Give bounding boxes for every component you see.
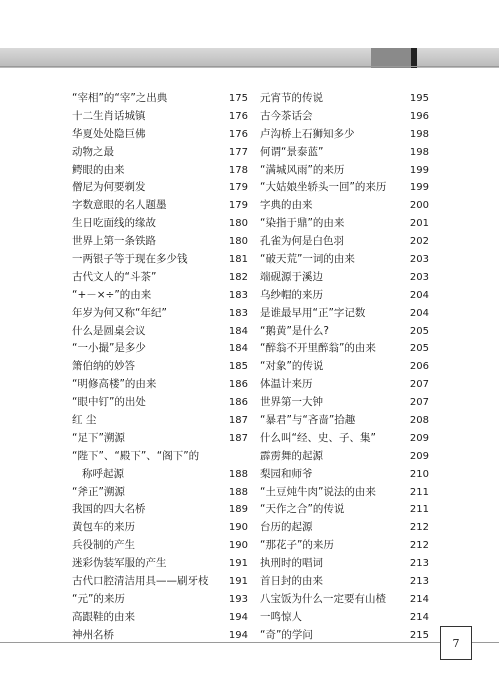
toc-entry-title: “暴君”与“吝啬”拾趣 xyxy=(260,414,356,427)
toc-entry-title: “鹅黄”是什么? xyxy=(260,324,329,337)
toc-entry-title: 什么叫“经、史、子、集” xyxy=(260,431,376,444)
header-shade-block xyxy=(371,48,411,68)
toc-entry xyxy=(72,448,248,466)
toc-entry-title: 什么是圆桌会议 xyxy=(72,324,146,337)
toc-entry-title: 红 尘 xyxy=(72,414,97,427)
toc-entry-title: “宰相”的“宰”之出典 xyxy=(72,92,168,104)
toc-entry xyxy=(72,484,248,502)
toc-entry xyxy=(260,251,429,269)
toc-entry-title: 僧尼为何要剃发 xyxy=(72,181,146,194)
toc-entry-page: 190 xyxy=(228,522,248,534)
toc-entry-title: “醉翁不开里醉翁”的由来 xyxy=(260,342,376,355)
toc-entry-page: 181 xyxy=(228,254,248,266)
toc-entry-title: 世界第一大钟 xyxy=(260,396,323,409)
header-dark-block xyxy=(411,48,417,68)
toc-entry-title: “天作之合”的传说 xyxy=(260,503,345,516)
toc-entry-page: 186 xyxy=(228,397,248,409)
toc-entry-page: 214 xyxy=(409,611,429,623)
toc-entry xyxy=(72,501,248,519)
toc-entry xyxy=(260,126,429,144)
toc-entry-page: 198 xyxy=(409,146,429,158)
toc-entry xyxy=(72,358,248,376)
toc-entry-page: 202 xyxy=(409,236,429,248)
toc-entry-page: 184 xyxy=(228,325,248,337)
toc-entry xyxy=(72,144,248,162)
toc-entry xyxy=(72,323,248,341)
toc-entry xyxy=(72,269,248,287)
toc-entry-title: “大姑娘坐轿头一回”的来历 xyxy=(260,181,387,194)
toc-entry xyxy=(260,573,429,591)
page-number: 7 xyxy=(440,626,472,660)
toc-entry-title: “染指于鼎”的由来 xyxy=(260,217,345,230)
toc-entry-page: 179 xyxy=(228,182,248,194)
toc-entry-page: 199 xyxy=(409,182,429,194)
toc-entry xyxy=(72,573,248,591)
toc-entry xyxy=(260,287,429,305)
toc-entry-title: “足下”溯源 xyxy=(72,431,125,444)
toc-entry-title: 梨园和师爷 xyxy=(260,467,313,480)
toc-entry-title: “奇”的学问 xyxy=(260,628,313,641)
toc-entry-title: 字数意眼的名人题墨 xyxy=(72,199,167,212)
toc-entry xyxy=(260,412,429,430)
toc-entry xyxy=(260,591,429,609)
toc-entry xyxy=(260,555,429,573)
toc-entry-page: 176 xyxy=(228,128,248,140)
toc-entry-page: 206 xyxy=(409,361,429,373)
toc-entry-page: 204 xyxy=(409,307,429,319)
toc-entry-title: “陛下”、“殿下”、“阁下”的 xyxy=(72,449,200,462)
toc-entry-page: 182 xyxy=(228,271,248,283)
toc-entry-page: 191 xyxy=(228,576,248,588)
toc-entry xyxy=(72,305,248,323)
toc-entry-title: “元”的来历 xyxy=(72,592,125,605)
toc-right-column xyxy=(260,90,429,645)
toc-entry-page: 211 xyxy=(409,486,429,498)
footer-divider xyxy=(0,642,499,643)
toc-entry xyxy=(72,215,248,233)
toc-entry-page: 203 xyxy=(409,254,429,266)
toc-entry-page: 210 xyxy=(409,468,429,480)
toc-entry-title: “土豆炖牛肉”说法的由来 xyxy=(260,485,376,498)
toc-entry-title: “那花子”的来历 xyxy=(260,539,334,552)
toc-entry-page: 194 xyxy=(228,629,248,641)
toc-entry-title: “破天荒”一词的由来 xyxy=(260,253,355,266)
toc-entry-title: 世界上第一条铁路 xyxy=(72,235,156,248)
toc-entry xyxy=(260,233,429,251)
toc-entry xyxy=(260,484,429,502)
toc-entry-title: 何谓“景泰蓝” xyxy=(260,145,324,158)
toc-entry xyxy=(72,537,248,555)
toc-entry-page: 213 xyxy=(409,558,429,570)
toc-entry xyxy=(72,179,248,197)
toc-entry xyxy=(72,609,248,627)
toc-entry-page: 187 xyxy=(228,415,248,427)
toc-entry-title: 黄包车的来历 xyxy=(72,521,135,534)
toc-entry-page: 203 xyxy=(409,271,429,283)
toc-entry-title: 年岁为何又称“年纪” xyxy=(72,306,167,319)
toc-entry xyxy=(72,340,248,358)
toc-entry-title: 古今茶话会 xyxy=(260,109,313,122)
toc-entry xyxy=(260,197,429,215)
toc-entry xyxy=(260,501,429,519)
toc-entry-page: 184 xyxy=(228,343,248,355)
toc-entry-page: 176 xyxy=(228,110,248,122)
toc-entry-title: “明修高楼”的由来 xyxy=(72,378,157,391)
header-band xyxy=(0,48,499,68)
toc-entry-page: 208 xyxy=(409,415,429,427)
toc-entry-title: 箫伯纳的妙答 xyxy=(72,360,135,373)
toc-entry xyxy=(72,591,248,609)
toc-entry-page: 183 xyxy=(228,307,248,319)
toc-entry-page: 207 xyxy=(409,397,429,409)
toc-entry xyxy=(260,394,429,412)
toc-entry-page: 209 xyxy=(409,432,429,444)
toc-entry xyxy=(72,394,248,412)
toc-entry-page: 188 xyxy=(228,486,248,498)
toc-entry xyxy=(72,555,248,573)
toc-entry-page: 213 xyxy=(409,576,429,588)
toc-entry xyxy=(260,215,429,233)
toc-entry-title: 孔雀为何是白色羽 xyxy=(260,235,344,248)
toc-entry-page: 175 xyxy=(228,93,248,104)
toc-entry-page: 187 xyxy=(228,432,248,444)
toc-entry xyxy=(72,126,248,144)
toc-entry xyxy=(260,430,429,448)
toc-entry-title: 体温计来历 xyxy=(260,378,313,391)
toc-entry-page: 205 xyxy=(409,343,429,355)
toc-entry-page: 195 xyxy=(409,93,429,104)
toc-entry xyxy=(260,519,429,537)
toc-entry-page: 188 xyxy=(228,468,248,480)
toc-entry-title: 卢沟桥上石狮知多少 xyxy=(260,127,355,140)
toc-entry-page: 179 xyxy=(228,200,248,212)
toc-entry xyxy=(72,197,248,215)
toc-entry xyxy=(72,90,248,108)
toc-entry xyxy=(72,412,248,430)
toc-entry xyxy=(72,519,248,537)
toc-left-column xyxy=(72,90,248,645)
toc-entry xyxy=(260,269,429,287)
toc-entry-page: 194 xyxy=(228,611,248,623)
toc-entry-title: 高跟鞋的由来 xyxy=(72,610,135,623)
toc-entry-title: “斧正”溯源 xyxy=(72,485,125,498)
toc-entry-title: 一两银子等于现在多少钱 xyxy=(72,253,188,266)
toc-entry xyxy=(72,466,248,484)
toc-entry-title: 是谁最早用“正”字记数 xyxy=(260,306,366,319)
toc-entry-title: 我国的四大名桥 xyxy=(72,503,146,516)
toc-entry-title: 字典的由来 xyxy=(260,199,313,212)
toc-entry-title: 台历的起源 xyxy=(260,521,313,534)
toc-entry-title: 执刑时的唱词 xyxy=(260,557,323,570)
toc-entry-title: 鳄眼的由来 xyxy=(72,163,125,176)
toc-entry xyxy=(260,376,429,394)
toc-entry-title: 动物之最 xyxy=(72,145,114,158)
toc-entry xyxy=(260,358,429,376)
toc-entry-title: 首日封的由来 xyxy=(260,575,323,588)
toc-entry-page: 196 xyxy=(409,110,429,122)
toc-entry-title: 生日吃面线的缘故 xyxy=(72,217,156,230)
toc-entry-page: 183 xyxy=(228,289,248,301)
toc-entry-page: 201 xyxy=(409,218,429,230)
toc-entry-page: 186 xyxy=(228,379,248,391)
toc-entry xyxy=(72,108,248,126)
toc-entry-title: 霹雳舞的起源 xyxy=(260,449,323,462)
toc-entry xyxy=(260,609,429,627)
toc-entry-page: 204 xyxy=(409,289,429,301)
toc-entry-page: 189 xyxy=(228,504,248,516)
toc-entry-page: 214 xyxy=(409,593,429,605)
toc-entry-page: 205 xyxy=(409,325,429,337)
header-divider xyxy=(0,66,499,67)
toc-entry xyxy=(260,162,429,180)
toc-entry xyxy=(72,430,248,448)
toc-entry-page: 209 xyxy=(409,450,429,462)
toc-entry-title: 称呼起源 xyxy=(82,467,124,480)
toc-entry-title: 古代文人的“斗茶” xyxy=(72,270,157,283)
toc-entry-title: 迷彩伪装军服的产生 xyxy=(72,557,167,570)
toc-entry-page: 212 xyxy=(409,522,429,534)
toc-entry-page: 207 xyxy=(409,379,429,391)
toc-entry-title: 一鸣惊人 xyxy=(260,610,302,623)
toc-entry-title: 端砚源于溪边 xyxy=(260,270,323,283)
toc-entry-title: “+－×÷”的由来 xyxy=(72,288,152,301)
toc-entry xyxy=(72,287,248,305)
toc-entry-title: 十二生肖话城镇 xyxy=(72,109,146,122)
toc-entry-title: 八宝饭为什么一定要有山楂 xyxy=(260,592,386,605)
toc-entry xyxy=(260,448,429,466)
toc-entry-page: 199 xyxy=(409,164,429,176)
toc-entry-title: 兵役制的产生 xyxy=(72,539,135,552)
toc-entry xyxy=(260,537,429,555)
toc-entry xyxy=(72,233,248,251)
toc-entry xyxy=(260,90,429,108)
toc-entry-page: 180 xyxy=(228,218,248,230)
toc-entry xyxy=(72,162,248,180)
toc-entry-title: “一小撮”是多少 xyxy=(72,342,146,355)
toc-entry-page: 185 xyxy=(228,361,248,373)
toc-entry-title: 神州名桥 xyxy=(72,628,114,641)
toc-entry xyxy=(260,340,429,358)
toc-entry-title: “满城风雨”的来历 xyxy=(260,163,345,176)
toc-entry-page: 178 xyxy=(228,164,248,176)
toc-entry-title: “眼中钉”的出处 xyxy=(72,396,146,409)
toc-entry-page: 215 xyxy=(409,629,429,641)
toc-entry xyxy=(260,144,429,162)
toc-entry-page: 198 xyxy=(409,128,429,140)
toc-entry xyxy=(260,179,429,197)
toc-entry-page: 177 xyxy=(228,146,248,158)
toc-entry-title: 乌纱帽的来历 xyxy=(260,288,323,301)
toc-entry-title: “对象”的传说 xyxy=(260,360,324,373)
toc-entry xyxy=(260,108,429,126)
toc-entry xyxy=(260,323,429,341)
toc-entry-page: 193 xyxy=(228,593,248,605)
toc-entry xyxy=(72,376,248,394)
toc-entry-page: 180 xyxy=(228,236,248,248)
toc-entry-title: 古代口腔清洁用具——刷牙枝 xyxy=(72,575,209,588)
toc-entry xyxy=(260,466,429,484)
toc-entry-title: 元宵节的传说 xyxy=(260,92,323,104)
toc-entry xyxy=(260,305,429,323)
toc-entry-title: 华夏处处隐巨佛 xyxy=(72,127,146,140)
toc-entry-page: 211 xyxy=(409,504,429,516)
toc-entry-page: 191 xyxy=(228,558,248,570)
toc-entry xyxy=(72,251,248,269)
toc-entry-page: 190 xyxy=(228,540,248,552)
toc-entry-page: 200 xyxy=(409,200,429,212)
toc-entry-page: 212 xyxy=(409,540,429,552)
